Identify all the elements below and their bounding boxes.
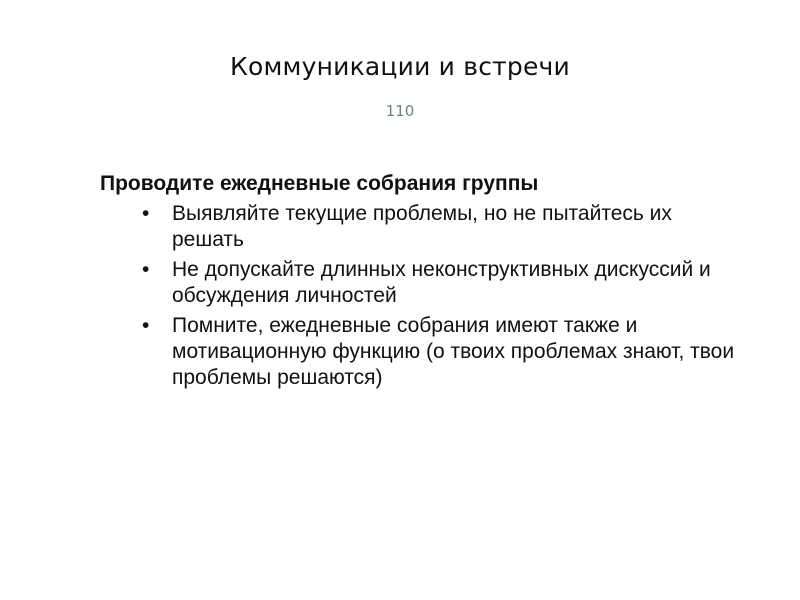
bullet-text: Не допускайте длинных неконструктивных дискуссий и обсуждения личностей [172,258,711,307]
content-heading: Проводите ежедневные собрания группы [100,172,539,195]
slide-content [100,171,740,395]
bullet-item [100,257,740,309]
bullet-item [100,201,740,253]
bullet-text: Выявляйте текущие проблемы, но не пытайтесь их решать [172,202,672,251]
slide-title: Коммуникации и встречи [230,52,570,81]
bullet-list [100,201,740,391]
slide-number: 110 [385,102,415,120]
bullet-dot-icon: • [142,258,150,281]
bullet-dot-icon: • [142,314,150,337]
bullet-dot-icon: • [142,202,150,225]
bullet-item [100,313,740,391]
bullet-text: Помните, ежедневные собрания имеют также и мотивационную функцию (о твоих проблемах знают, твои проблемы решаются) [172,314,735,389]
